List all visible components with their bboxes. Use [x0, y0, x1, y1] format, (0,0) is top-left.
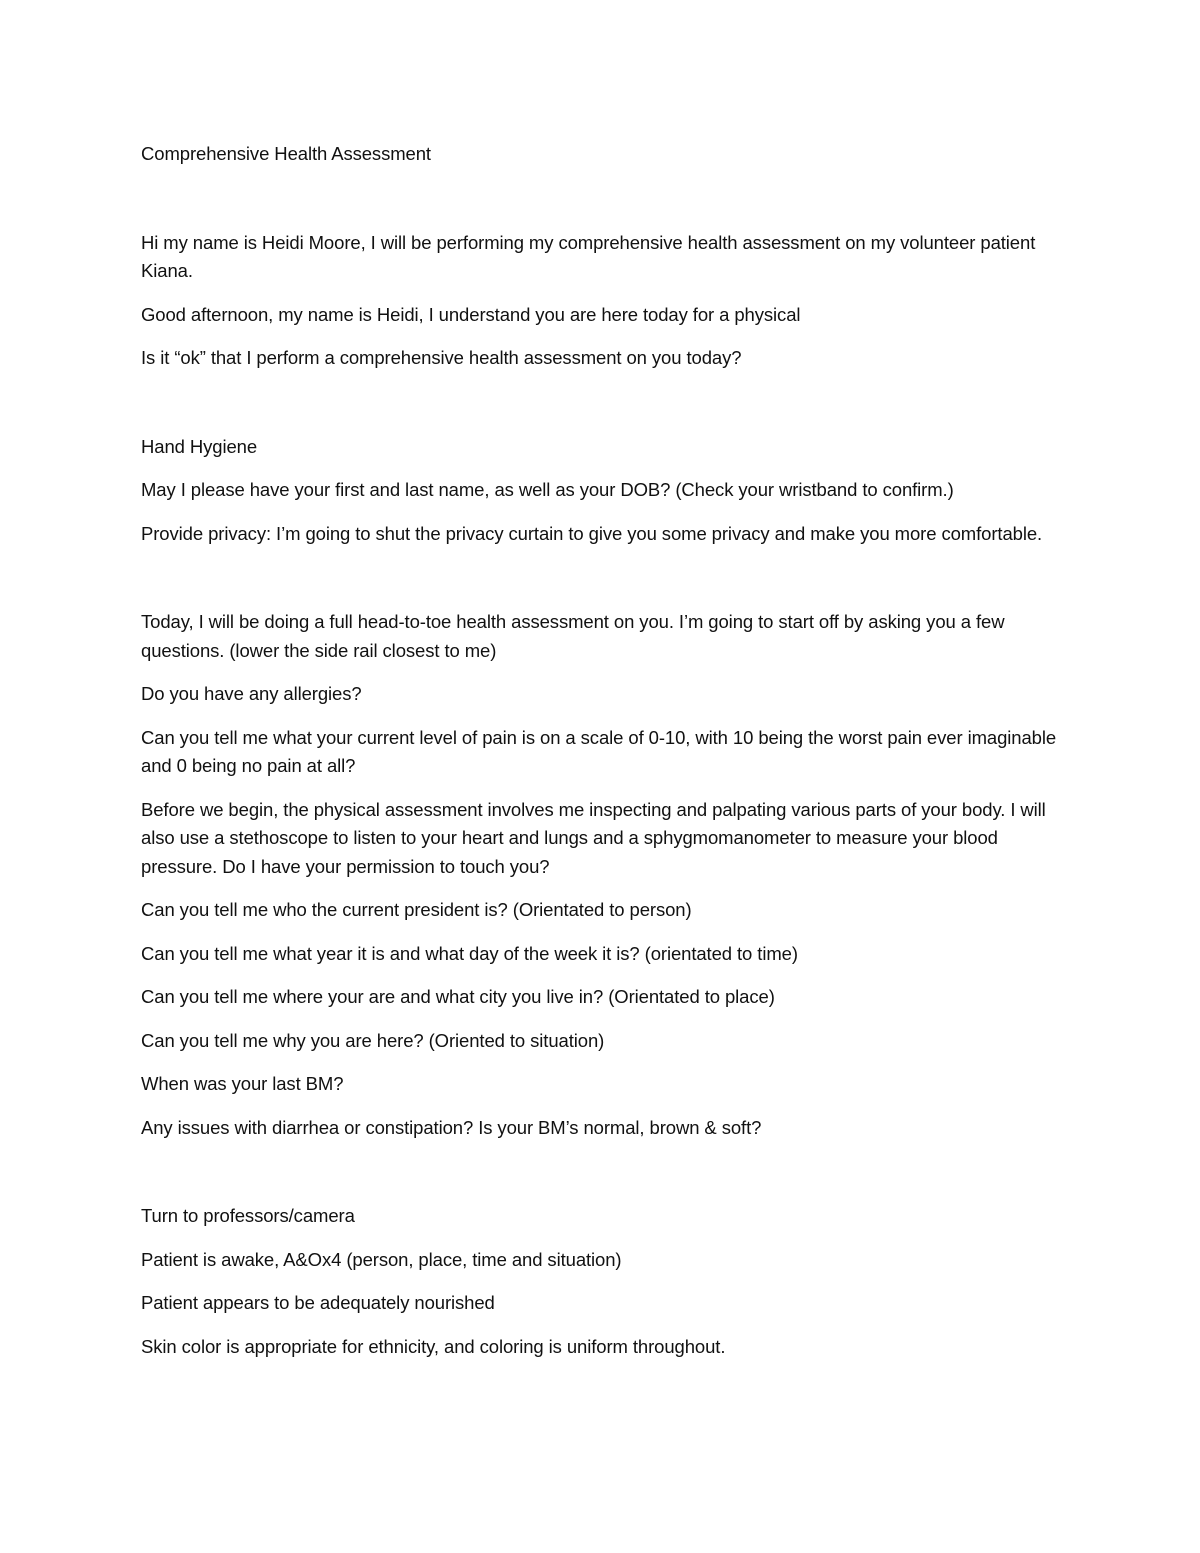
- paragraph-today: Today, I will be doing a full head-to-toe health assessment on you. I’m going to start off by asking you a few questions. (lower the side rail closest to me): [141, 611, 1005, 661]
- paragraph-situation: Can you tell me why you are here? (Oriented to situation): [141, 1029, 605, 1051]
- paragraph-awake: Patient is awake, A&Ox4 (person, place, time and situation): [141, 1248, 622, 1270]
- section-hand-hygiene: Hand Hygiene: [141, 435, 258, 457]
- section-turn-to-camera: Turn to professors/camera: [141, 1205, 355, 1226]
- paragraph-privacy: Provide privacy: I’m going to shut the privacy curtain to give you some privacy and make you more comfortable.: [141, 522, 1043, 544]
- paragraph-allergies: Do you have any allergies?: [141, 683, 362, 704]
- paragraph-pain: Can you tell me what your current level of pain is on a scale of 0-10, with 10 being the worst pain ever imaginable and 0 being no pain at all?: [141, 726, 1057, 776]
- paragraph-permission: Before we begin, the physical assessment involves me inspecting and palpating various parts of your body. I will also use a stethoscope to listen to your heart and lungs and a sphygmomanometer to measure your blood pressure. Do I have your permission to touch you?: [141, 798, 1046, 877]
- paragraph-person: Can you tell me who the current president is? (Orientated to person): [141, 899, 692, 920]
- paragraph-last-bm: When was your last BM?: [141, 1073, 344, 1094]
- paragraph-nourished: Patient appears to be adequately nourished: [141, 1292, 495, 1313]
- document-title: Comprehensive Health Assessment: [141, 143, 431, 164]
- paragraph-identify: May I please have your first and last name, as well as your DOB? (Check your wristband to confirm.): [141, 479, 954, 500]
- paragraph-place: Can you tell me where your are and what city you live in? (Orientated to place): [141, 986, 775, 1007]
- paragraph-consent: Is it “ok” that I perform a comprehensive health assessment on you today?: [141, 347, 742, 368]
- paragraph-skin-color: Skin color is appropriate for ethnicity, and coloring is uniform throughout.: [141, 1335, 726, 1357]
- paragraph-greeting: Good afternoon, my name is Heidi, I understand you are here today for a physical: [141, 303, 801, 325]
- document-body: [141, 140, 1061, 1361]
- paragraph-intro: Hi my name is Heidi Moore, I will be performing my comprehensive health assessment on my volunteer patient Kiana.: [141, 231, 1036, 281]
- paragraph-time: Can you tell me what year it is and what day of the week it is? (orientated to time): [141, 942, 798, 964]
- paragraph-bm-issues: Any issues with diarrhea or constipation? Is your BM’s normal, brown & soft?: [141, 1116, 762, 1138]
